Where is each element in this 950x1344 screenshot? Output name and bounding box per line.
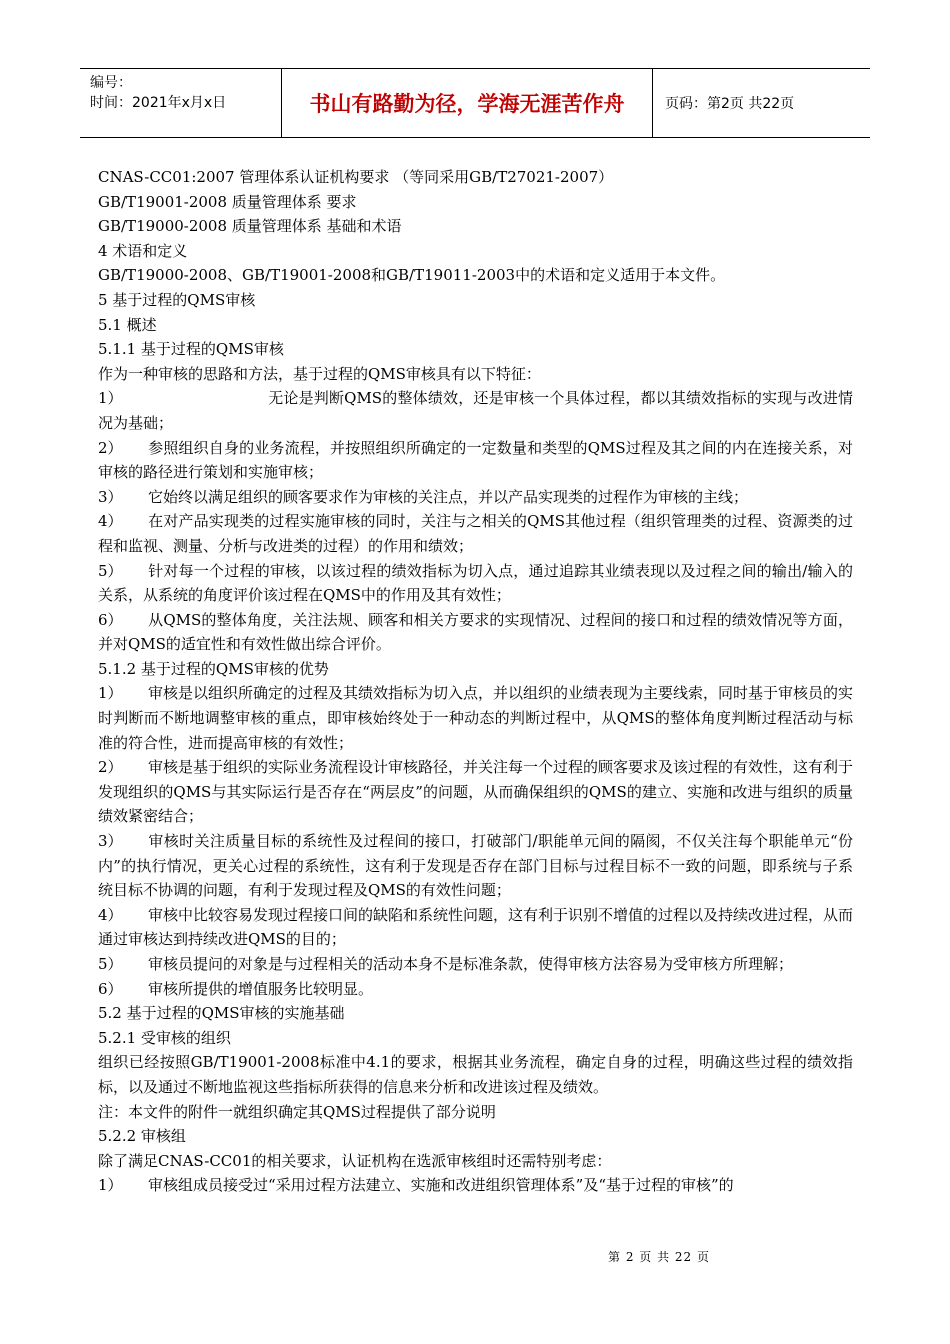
list-item (98, 977, 853, 1002)
list-item (98, 903, 853, 952)
paragraph-text: 审核组成员接受过“采用过程方法建立、实施和改进组织管理体系”及“基于过程的审核”的 (148, 1176, 734, 1195)
header-page-info: 页码：第2页 共22页 (665, 96, 795, 112)
paragraph-text: 审核员提问的对象是与过程相关的活动本身不是标准条款，使得审核方法容易为受审核方所理解； (148, 955, 794, 973)
paragraph-text: 5.1.2 基于过程的QMS审核的优势 (98, 659, 329, 678)
paragraph-text: 5 基于过程的QMS审核 (98, 290, 256, 309)
list-item-number: 1） (98, 1176, 123, 1195)
paragraph-text: 5.1 概述 (98, 315, 157, 334)
list-item-number: 5） (98, 955, 123, 973)
serial-label: 编号： (90, 75, 132, 91)
list-item-number: 6） (98, 610, 123, 629)
body-paragraph (98, 1100, 853, 1125)
list-item-number: 4） (98, 512, 123, 531)
paragraph-text: 它始终以满足组织的顾客要求作为审核的关注点，并以产品实现类的过程作为审核的主线； (148, 487, 749, 506)
paragraph-text: 在对产品实现类的过程实施审核的同时，关注与之相关的QMS其他过程（组织管理类的过程、资源类的过程和监视、测量、分析与改进类的过程）的作用和绩效； (98, 512, 853, 555)
list-item-number: 3） (98, 487, 123, 506)
paragraph-text: 5.2.2 审核组 (98, 1127, 186, 1146)
paragraph-text: GB/T19001-2008 质量管理体系 要求 (98, 192, 357, 211)
paragraph-text: 参照组织自身的业务流程，并按照组织所确定的一定数量和类型的QMS过程及其之间的内在连接关系，对审核的路径进行策划和实施审核； (98, 438, 853, 482)
header-meta (80, 69, 282, 137)
body-paragraph (98, 337, 853, 362)
paragraph-text: 针对每一个过程的审核，以该过程的绩效指标为切入点，通过追踪其业绩表现以及过程之间的输出/输入的关系，从系统的角度评价该过程在QMS中的作用及其有效性； (98, 561, 853, 605)
list-item (98, 386, 853, 435)
list-item (98, 755, 853, 829)
list-item (98, 559, 853, 608)
body-paragraph (98, 190, 853, 215)
body-paragraph (98, 214, 853, 239)
list-item-number: 6） (98, 979, 123, 998)
paragraph-text: 从QMS的整体角度，关注法规、顾客和相关方要求的实现情况、过程间的接口和过程的绩效情况等方面，并对QMS的适宜性和有效性做出综合评价。 (98, 610, 853, 654)
page-header (80, 68, 870, 138)
list-item (98, 509, 853, 558)
body-paragraph (98, 1026, 853, 1051)
paragraph-text: 4 术语和定义 (98, 241, 188, 260)
list-item (98, 608, 853, 657)
paragraph-text: 审核是基于组织的实际业务流程设计审核路径，并关注每一个过程的顾客要求及该过程的有效性，这有利于发现组织的QMS与其实际运行是否存在“两层皮”的问题，从而确保组织的QMS的建立、实施和改进与组织的质量绩效紧密结合； (98, 758, 854, 826)
list-item (98, 681, 853, 755)
paragraph-text: CNAS-CC01:2007 管理体系认证机构要求 （等同采用GB/T27021-2007） (98, 168, 614, 186)
paragraph-text: 审核所提供的增值服务比较明显。 (148, 979, 374, 998)
body-paragraph (98, 362, 853, 387)
body-paragraph (98, 165, 853, 190)
paragraph-text: 5.2 基于过程的QMS审核的实施基础 (98, 1004, 345, 1023)
body-paragraph (98, 288, 853, 313)
document-body (98, 165, 853, 1198)
paragraph-text: 5.1.1 基于过程的QMS审核 (98, 340, 284, 359)
list-item (98, 1173, 853, 1198)
body-paragraph (98, 263, 853, 288)
paragraph-text: 除了满足CNAS-CC01的相关要求，认证机构在选派审核组时还需特别考虑： (98, 1151, 612, 1170)
page-footer: 第 2 页 共 22 页 (608, 1250, 710, 1264)
paragraph-text: 无论是判断QMS的整体绩效，还是审核一个具体过程，都以其绩效指标的实现与改进情况为基础； (98, 389, 853, 432)
paragraph-text: 5.2.1 受审核的组织 (98, 1028, 231, 1047)
body-paragraph (98, 239, 853, 264)
body-paragraph (98, 1124, 853, 1149)
paragraph-text: 审核中比较容易发现过程接口间的缺陷和系统性问题，这有利于识别不增值的过程以及持续改进过程，从而通过审核达到持续改进QMS的目的； (98, 905, 854, 949)
date-label: 时间：2021年x月x日 (90, 95, 227, 111)
list-item (98, 829, 853, 903)
body-paragraph (98, 1001, 853, 1026)
paragraph-text: 作为一种审核的思路和方法，基于过程的QMS审核具有以下特征： (98, 364, 541, 383)
list-item (98, 485, 853, 510)
paragraph-text: 注：本文件的附件一就组织确定其QMS过程提供了部分说明 (98, 1102, 496, 1121)
list-item (98, 436, 853, 485)
paragraph-text: 审核时关注质量目标的系统性及过程间的接口，打破部门/职能单元间的隔阂，不仅关注每个职能单元“份内”的执行情况，更关心过程的系统性，这有利于发现是否存在部门目标与过程目标不一致的问题，即系统与子系统目标不协调的问题，有利于发现过程及QMS的有效性问题； (98, 832, 853, 900)
paragraph-text: GB/T19000-2008、GB/T19001-2008和GB/T19011-2003中的术语和定义适用于本文件。 (98, 266, 726, 285)
list-item-number: 1） (98, 684, 123, 703)
body-paragraph (98, 1050, 853, 1099)
list-item (98, 952, 853, 977)
body-paragraph (98, 1149, 853, 1174)
paragraph-text: 组织已经按照GB/T19001-2008标准中4.1的要求，根据其业务流程，确定自身的过程，明确这些过程的绩效指标，以及通过不断地监视这些指标所获得的信息来分析和改进该过程及绩效。 (98, 1053, 853, 1096)
list-item-number: 2） (98, 758, 123, 777)
list-item-number: 3） (98, 832, 123, 851)
paragraph-text: 审核是以组织所确定的过程及其绩效指标为切入点，并以组织的业绩表现为主要线索，同时基于审核员的实时判断而不断地调整审核的重点，即审核始终处于一种动态的判断过程中，从QMS的整体角度判断过程活动与标准的符合性，进而提高审核的有效性； (98, 684, 854, 752)
paragraph-text: GB/T19000-2008 质量管理体系 基础和术语 (98, 217, 402, 236)
body-paragraph (98, 313, 853, 338)
body-paragraph (98, 657, 853, 682)
list-item-number: 4） (98, 905, 123, 924)
header-slogan: 书山有路勤为径，学海无涯苦作舟 (282, 69, 653, 137)
list-item-number: 2） (98, 438, 123, 457)
list-item-number: 1） (98, 389, 123, 408)
list-item-number: 5） (98, 561, 123, 580)
